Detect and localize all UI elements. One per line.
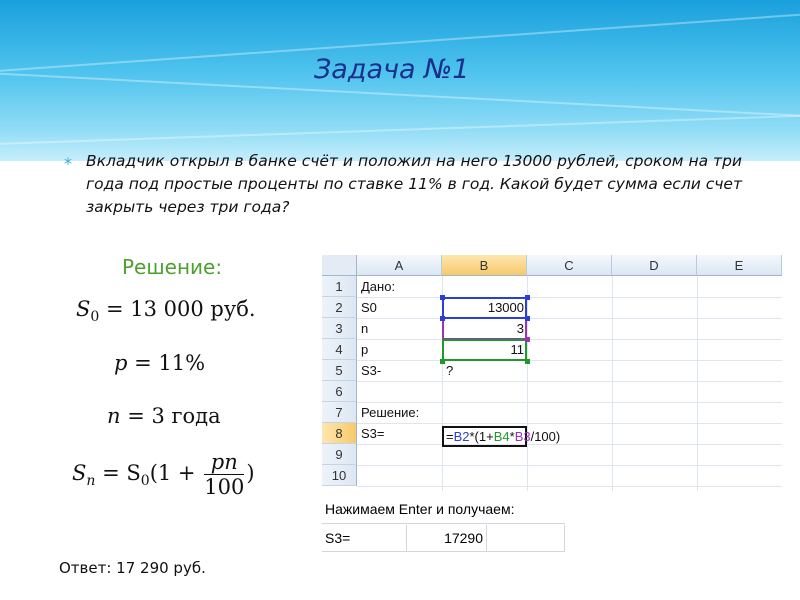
formula-ref-b2: B2 <box>453 429 470 444</box>
cell-a5[interactable]: S3- <box>361 363 382 378</box>
result-value-cell[interactable]: 17290 <box>407 525 487 552</box>
formula-sn-denominator: 100 <box>204 475 245 499</box>
row-header-6[interactable]: 6 <box>322 381 357 402</box>
cell-a8[interactable]: S3= <box>361 426 385 441</box>
column-header-a[interactable]: A <box>357 255 442 276</box>
reference-box-b2 <box>442 297 527 319</box>
formula-sn-fraction <box>204 450 244 499</box>
cell-a2[interactable]: S0 <box>361 300 377 315</box>
resize-handle[interactable] <box>525 359 530 364</box>
formula-sn-numerator: pn <box>204 450 244 475</box>
spreadsheet <box>322 255 782 491</box>
reference-box-b3 <box>442 318 527 340</box>
formula-part: *(1+ <box>469 429 494 444</box>
resize-handle[interactable] <box>525 295 530 300</box>
cell-a4[interactable]: p <box>361 342 369 357</box>
row-header-2[interactable]: 2 <box>322 297 357 318</box>
cell-a3[interactable]: n <box>361 321 369 336</box>
formula-n-symbol: n <box>107 404 121 428</box>
cell-b2[interactable]: 13000 <box>487 300 524 315</box>
result-table <box>322 494 565 554</box>
row-header-8[interactable]: 8 <box>322 423 357 444</box>
resize-handle[interactable] <box>440 316 445 321</box>
task-text: Вкладчик открыл в банке счёт и положил на него 13000 рублей, сроком на три года под простые проценты по ставке 11% в год. Какой будет сумма если счет закрыть через три года? <box>86 152 742 216</box>
formula-ref-b4: B4 <box>493 429 510 444</box>
result-empty-cell[interactable] <box>487 525 565 552</box>
cell-b3[interactable]: 3 <box>516 321 524 336</box>
formula-sn-eq: = S <box>102 461 141 485</box>
column-header-e[interactable]: E <box>697 255 782 276</box>
cell-b4[interactable]: 11 <box>510 342 524 357</box>
formula-s0 <box>76 297 256 325</box>
cell-a1[interactable]: Дано: <box>361 279 396 294</box>
slide-title: Задача №1 <box>314 54 470 85</box>
cell-a7[interactable]: Решение: <box>361 405 420 420</box>
formula-n-value: = 3 года <box>127 404 221 428</box>
answer-text: Ответ: 17 290 руб. <box>59 559 206 577</box>
row-header-7[interactable]: 7 <box>322 402 357 423</box>
formula-sn-eq-sub: 0 <box>140 473 150 490</box>
row-header-3[interactable]: 3 <box>322 318 357 339</box>
formula-s0-sub: 0 <box>90 309 100 326</box>
formula-sn-open: (1 + <box>149 461 196 485</box>
formula-p-symbol: p <box>114 351 128 375</box>
formula-p-value: = 11% <box>134 351 206 375</box>
formula-sn <box>72 450 255 499</box>
formula-part: * <box>509 429 515 444</box>
row-header-9[interactable]: 9 <box>322 444 357 465</box>
reference-box-b4 <box>442 339 527 361</box>
column-header-d[interactable]: D <box>612 255 697 276</box>
formula-ref-b3: B3 <box>514 429 531 444</box>
row-header-1[interactable]: 1 <box>322 276 357 297</box>
solution-label: Решение: <box>122 255 223 279</box>
column-header-b[interactable]: B <box>442 255 527 276</box>
bullet-icon: * <box>64 154 72 173</box>
cell-b8-formula[interactable] <box>446 426 560 447</box>
formula-p <box>114 351 205 375</box>
result-label-cell[interactable]: S3= <box>322 525 407 552</box>
formula-part: /100) <box>530 429 561 444</box>
column-header-c[interactable]: C <box>527 255 612 276</box>
row-header-10[interactable]: 10 <box>322 465 357 486</box>
formula-sn-close: ) <box>246 461 255 485</box>
formula-s0-symbol: S <box>76 297 91 321</box>
resize-handle[interactable] <box>525 316 530 321</box>
resize-handle[interactable] <box>525 337 530 342</box>
row-header-4[interactable]: 4 <box>322 339 357 360</box>
formula-s0-value: = 13 000 руб. <box>106 297 256 321</box>
cell-b5[interactable]: ? <box>446 363 454 378</box>
resize-handle[interactable] <box>440 295 445 300</box>
row-header-5[interactable]: 5 <box>322 360 357 381</box>
result-caption: Нажимаем Enter и получаем: <box>322 494 565 524</box>
formula-sn-sub: n <box>86 473 96 490</box>
resize-handle[interactable] <box>440 359 445 364</box>
select-all-corner[interactable] <box>322 255 357 276</box>
formula-equals: = <box>446 429 454 444</box>
formula-n <box>107 404 221 428</box>
formula-sn-symbol: S <box>72 461 87 485</box>
